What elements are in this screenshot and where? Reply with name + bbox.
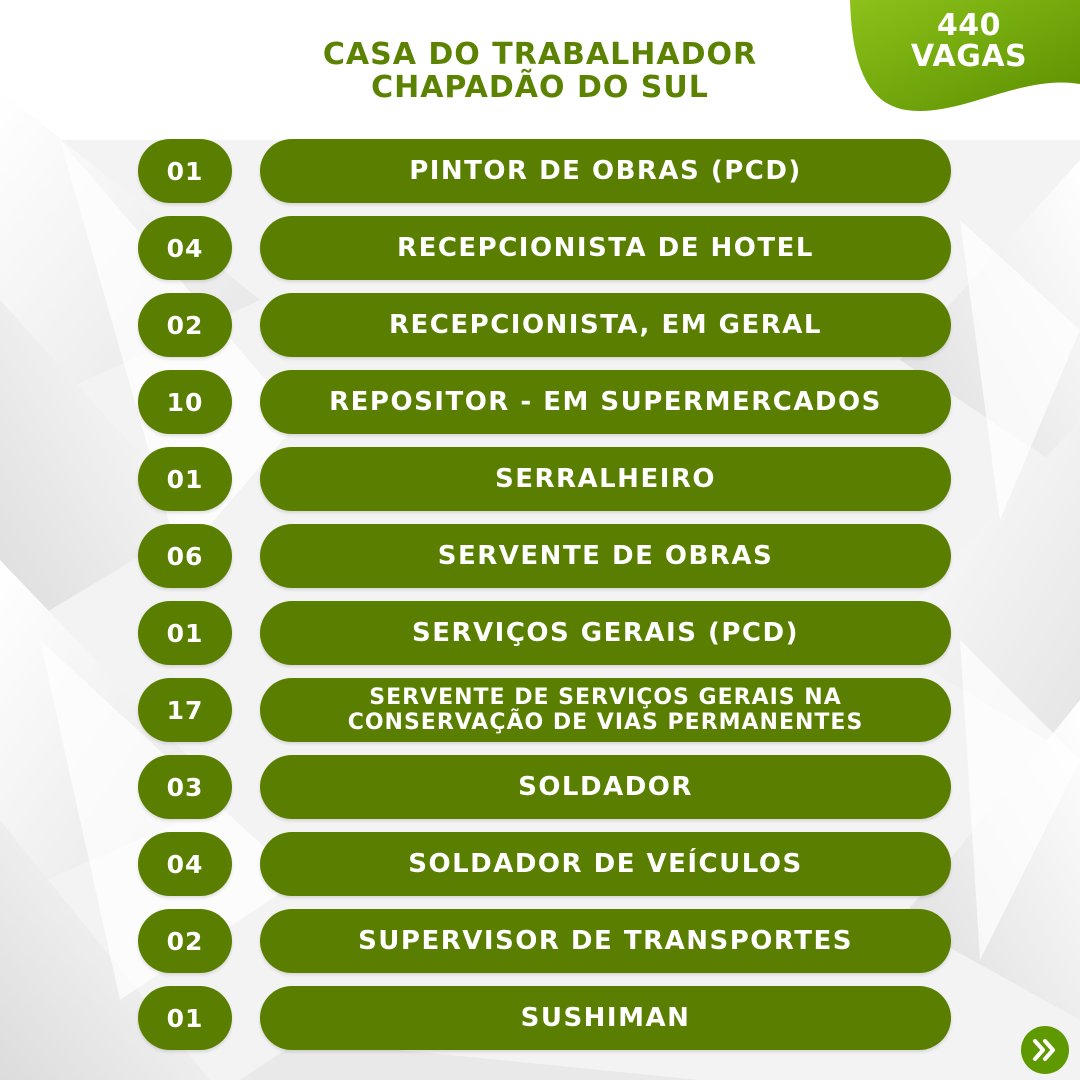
job-count: 02 <box>138 909 232 973</box>
job-count: 10 <box>138 370 232 434</box>
vacancy-unit: VAGAS <box>910 39 1028 74</box>
job-title: SOLDADOR <box>260 755 951 819</box>
double-chevron-right-icon <box>1030 1035 1060 1065</box>
job-count: 04 <box>138 832 232 896</box>
job-title: SUSHIMAN <box>260 986 951 1050</box>
job-title: REPOSITOR - EM SUPERMERCADOS <box>260 370 951 434</box>
job-title: PINTOR DE OBRAS (PCD) <box>260 139 951 203</box>
job-count: 01 <box>138 447 232 511</box>
job-row <box>138 524 951 588</box>
job-title: SOLDADOR DE VEÍCULOS <box>260 832 951 896</box>
job-count: 03 <box>138 755 232 819</box>
job-title: SUPERVISOR DE TRANSPORTES <box>260 909 951 973</box>
vacancy-badge <box>894 10 1044 72</box>
job-count: 02 <box>138 293 232 357</box>
job-row <box>138 755 951 819</box>
job-title: SERVENTE DE OBRAS <box>260 524 951 588</box>
job-count: 01 <box>138 986 232 1050</box>
job-row <box>138 601 951 665</box>
page-title-line2: CHAPADÃO DO SUL <box>371 70 709 105</box>
job-row <box>138 832 951 896</box>
job-title-line1: SERVENTE DE SERVIÇOS GERAIS NA <box>369 685 842 710</box>
next-button[interactable] <box>1021 1026 1069 1074</box>
vacancy-count: 440 <box>936 8 1002 43</box>
page-title-line1: CASA DO TRABALHADOR <box>322 37 758 72</box>
page-title <box>240 38 840 104</box>
job-row <box>138 216 951 280</box>
job-row <box>138 447 951 511</box>
job-count: 17 <box>138 678 232 742</box>
job-title <box>260 678 951 742</box>
job-title: RECEPCIONISTA, EM GERAL <box>260 293 951 357</box>
job-row <box>138 986 951 1050</box>
job-title: SERVIÇOS GERAIS (PCD) <box>260 601 951 665</box>
job-count: 04 <box>138 216 232 280</box>
job-title: SERRALHEIRO <box>260 447 951 511</box>
job-count: 01 <box>138 139 232 203</box>
job-row <box>138 293 951 357</box>
job-row <box>138 909 951 973</box>
job-count: 06 <box>138 524 232 588</box>
job-title: RECEPCIONISTA DE HOTEL <box>260 216 951 280</box>
job-title-line2: CONSERVAÇÃO DE VIAS PERMANENTES <box>347 710 864 735</box>
job-row <box>138 139 951 203</box>
job-row <box>138 370 951 434</box>
job-row <box>138 678 951 742</box>
job-count: 01 <box>138 601 232 665</box>
